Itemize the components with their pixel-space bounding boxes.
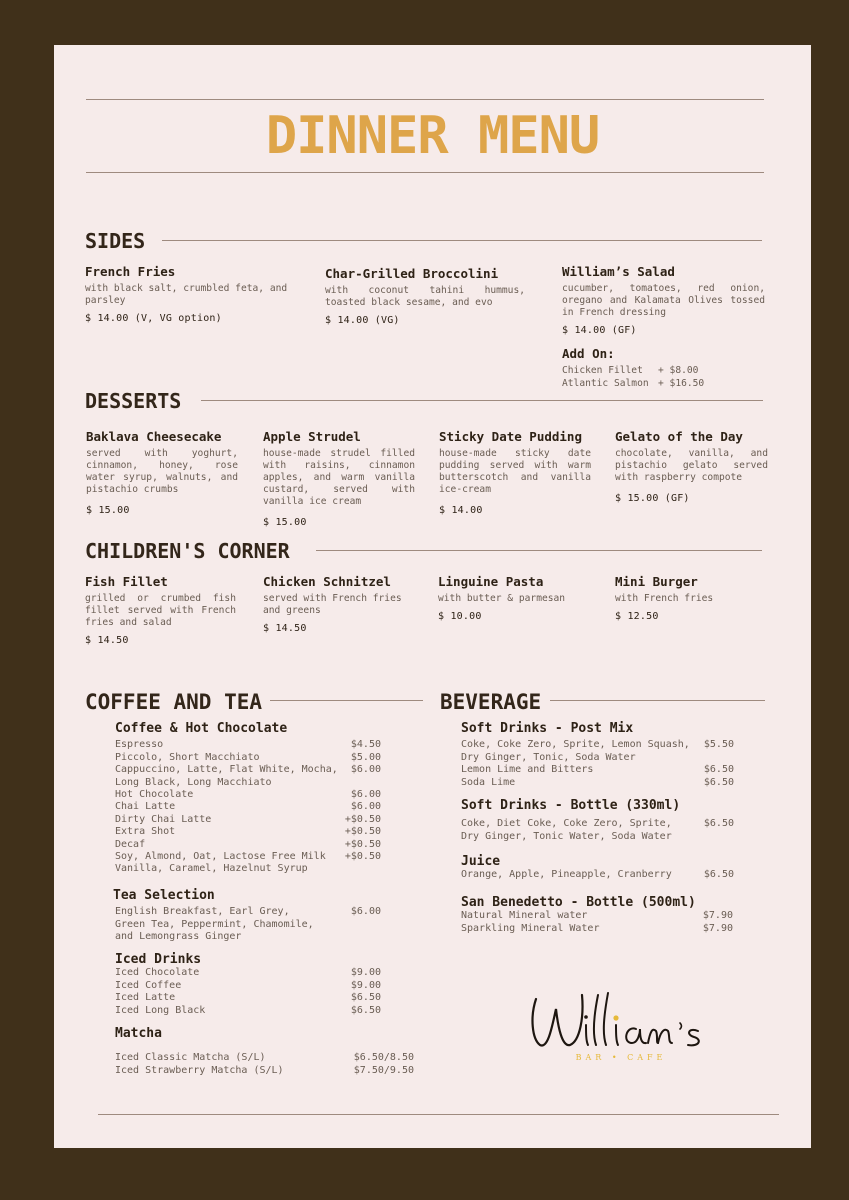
addon-price: + $8.00 [658, 365, 699, 376]
row-price: $6.00 [350, 789, 381, 801]
row-price: $7.90 [702, 910, 733, 922]
menu-row [461, 818, 734, 843]
coffee-group-coffee [115, 723, 381, 876]
group-title: Tea Selection [113, 888, 215, 903]
item-desc: grilled or crumbed fish fillet served with French fries and salad [85, 593, 236, 628]
coffee-group-matcha [115, 1028, 414, 1077]
page-title: DINNER MENU [265, 106, 600, 166]
item-desc: with coconut tahini hummus, toasted black sesame, and evo [325, 285, 525, 308]
desserts-heading: DESSERTS [85, 389, 182, 413]
row-name: Orange, Apple, Pineapple, Cranberry [461, 869, 672, 881]
title-bottom-rule [86, 172, 764, 173]
menu-row [461, 777, 734, 789]
row-name: Lemon Lime and Bitters [461, 764, 594, 776]
row-price: $6.50 [350, 1004, 381, 1016]
row-price: $6.00 [350, 906, 381, 918]
dessert-item-sticky-date [439, 429, 591, 516]
row-price: +$0.50 [344, 813, 381, 825]
dessert-item-gelato [615, 429, 768, 504]
row-name: Piccolo, Short Macchiato [115, 751, 260, 763]
beverage-heading: BEVERAGE [440, 690, 542, 714]
group-title: Juice [461, 854, 501, 869]
menu-row [115, 752, 381, 764]
item-price: $ 14.50 [85, 635, 129, 646]
item-name: Fish Fillet [85, 574, 168, 589]
item-desc: served with French fries and greens [263, 593, 402, 616]
addon-row [562, 364, 765, 377]
row-name: Iced Latte [115, 992, 176, 1004]
row-name: Chai Latte [115, 801, 176, 813]
beverage-rule [550, 700, 765, 701]
item-price: $ 12.50 [615, 611, 659, 622]
item-price: $ 14.00 (GF) [562, 325, 637, 336]
row-name: Coke, Diet Coke, Coke Zero, Sprite, Dry Ginger, Tonic Water, Soda Water [461, 818, 672, 842]
row-name: Hot Chocolate [115, 789, 194, 801]
item-desc: house-made strudel filled with raisins, cinnamon apples, and warm vanilla custard, served with vanilla ice cream [263, 448, 415, 507]
item-name: Chicken Schnitzel [263, 574, 391, 589]
row-name: Iced Chocolate [115, 967, 200, 979]
menu-row [461, 764, 734, 776]
dessert-item-apple-strudel [263, 429, 415, 528]
row-name: Iced Classic Matcha (S/L) [115, 1052, 266, 1064]
menu-row [115, 967, 381, 979]
item-price: $ 15.00 [86, 505, 130, 516]
group-title: San Benedetto - Bottle (500ml) [461, 895, 696, 910]
children-rule [316, 550, 762, 551]
row-name: Coke, Coke Zero, Sprite, Lemon Squash, Dry Ginger, Tonic, Soda Water [461, 739, 690, 763]
children-item-schnitzel [263, 574, 409, 634]
dessert-item-baklava [86, 429, 238, 516]
sides-item-broccolini [325, 266, 525, 326]
item-name: Apple Strudel [263, 429, 361, 444]
item-desc: cucumber, tomatoes, red onion, oregano and Kalamata Olives tossed in French dressing [562, 283, 765, 318]
menu-row [461, 739, 734, 764]
item-name: Baklava Cheesecake [86, 429, 222, 444]
menu-row [461, 869, 734, 881]
item-name: Sticky Date Pudding [439, 429, 582, 444]
item-name: Mini Burger [615, 574, 698, 589]
item-desc: served with yoghurt, cinnamon, honey, rose water syrup, walnuts, and pistachio crumbs [86, 448, 238, 495]
menu-row [115, 826, 381, 838]
addon-name: Chicken Fillet [562, 365, 643, 376]
menu-row [115, 814, 381, 826]
row-name: Iced Strawberry Matcha (S/L) [115, 1064, 284, 1076]
row-name: English Breakfast, Earl Grey, Green Tea, Peppermint, Chamomile, and Lemongrass Ginger [115, 906, 314, 943]
menu-row [115, 1005, 381, 1017]
menu-row [461, 923, 733, 935]
menu-row [461, 910, 733, 922]
item-price: $ 15.00 [263, 517, 307, 528]
coffee-group-tea [113, 890, 381, 944]
row-name: Dirty Chai Latte [115, 813, 212, 825]
item-name: French Fries [85, 264, 176, 279]
addon-name: Atlantic Salmon [562, 378, 649, 389]
row-price: $6.50 [703, 776, 734, 788]
sides-item-williams-salad [562, 264, 765, 390]
row-name: Soy, Almond, Oat, Lactose Free Milk Vanilla, Caramel, Hazelnut Syrup [115, 851, 326, 875]
row-name: Soda Lime [461, 776, 516, 788]
children-heading: CHILDREN'S CORNER [85, 539, 290, 563]
item-desc: house-made sticky date pudding served with warm butterscotch and vanilla ice-cream [439, 448, 591, 495]
row-price: $4.50 [350, 739, 381, 751]
row-name: Extra Shot [115, 826, 176, 838]
group-title: Soft Drinks - Bottle (330ml) [461, 798, 681, 813]
item-price: $ 10.00 [438, 611, 482, 622]
menu-row [115, 801, 381, 813]
desserts-rule [201, 400, 763, 401]
menu-row [113, 906, 381, 943]
menu-row [115, 1052, 414, 1064]
coffee-group-iced [115, 954, 381, 1017]
row-name: Cappuccino, Latte, Flat White, Mocha, Long Black, Long Macchiato [115, 764, 338, 788]
row-price: $6.00 [350, 801, 381, 813]
menu-row [115, 851, 381, 876]
item-desc: chocolate, vanilla, and pistachio gelato served with raspberry compote [615, 448, 768, 483]
coffee-heading: COFFEE AND TEA [85, 690, 263, 714]
item-name: William’s Salad [562, 264, 675, 279]
row-name: Iced Coffee [115, 979, 182, 991]
menu-row [115, 839, 381, 851]
row-price: $6.50 [703, 764, 734, 776]
row-price: $5.00 [350, 751, 381, 763]
item-price: $ 14.50 [263, 623, 307, 634]
row-price: $6.50/8.50 [353, 1052, 414, 1064]
item-price: $ 14.00 [439, 505, 483, 516]
row-price: $7.50/9.50 [353, 1064, 414, 1076]
row-price: $9.00 [350, 967, 381, 979]
item-price: $ 14.00 (V, VG option) [85, 313, 222, 324]
item-desc: with French fries [615, 593, 714, 604]
beverage-group-postmix [461, 723, 734, 789]
addon-row [562, 377, 765, 390]
beverage-group-bottle [461, 800, 734, 843]
menu-row [115, 1065, 414, 1077]
row-price: $7.90 [702, 922, 733, 934]
item-name: Gelato of the Day [615, 429, 743, 444]
children-item-mini-burger [615, 574, 765, 622]
row-price: $6.50 [350, 992, 381, 1004]
item-name: Char-Grilled Broccolini [325, 266, 499, 281]
row-name: Iced Long Black [115, 1004, 206, 1016]
row-price: +$0.50 [344, 851, 381, 863]
group-title: Soft Drinks - Post Mix [461, 721, 634, 736]
children-item-linguine [438, 574, 588, 622]
beverage-group-san-benedetto [461, 897, 733, 935]
row-price: +$0.50 [344, 826, 381, 838]
row-price: $6.50 [703, 869, 734, 881]
item-price: $ 15.00 (GF) [615, 493, 690, 504]
item-desc: with butter & parmesan [438, 593, 566, 604]
item-price: $ 14.00 (VG) [325, 315, 400, 326]
coffee-rule [270, 700, 423, 701]
row-price: $6.00 [350, 764, 381, 776]
group-title: Matcha [115, 1026, 162, 1041]
group-title: Coffee & Hot Chocolate [115, 721, 288, 736]
row-price: $9.00 [350, 979, 381, 991]
menu-row [115, 992, 381, 1004]
title-top-rule [86, 99, 764, 100]
menu-row [115, 980, 381, 992]
sides-heading: SIDES [85, 229, 146, 253]
williams-logo [528, 987, 714, 1067]
item-desc: with black salt, crumbled feta, and parsley [85, 283, 288, 306]
group-title: Iced Drinks [115, 952, 202, 967]
row-price: +$0.50 [344, 838, 381, 850]
addon-price: + $16.50 [658, 378, 705, 389]
menu-row [115, 789, 381, 801]
row-name: Sparkling Mineral Water [461, 922, 600, 934]
beverage-group-juice [461, 856, 734, 882]
item-name: Linguine Pasta [438, 574, 544, 589]
menu-row [115, 764, 381, 789]
sides-item-french-fries [85, 264, 291, 324]
row-name: Natural Mineral water [461, 910, 588, 922]
menu-row [115, 739, 381, 751]
logo-subtitle: BAR • CAFE [575, 1053, 667, 1062]
children-item-fish-fillet [85, 574, 236, 646]
row-price: $5.50 [703, 739, 734, 751]
row-name: Decaf [115, 838, 146, 850]
logo-accent-dot [613, 1015, 618, 1020]
row-price: $6.50 [703, 818, 734, 830]
sides-rule [162, 240, 762, 241]
row-name: Espresso [115, 739, 164, 751]
addon-title: Add On: [562, 346, 615, 361]
menu-page [54, 45, 811, 1148]
footer-rule [98, 1114, 779, 1115]
